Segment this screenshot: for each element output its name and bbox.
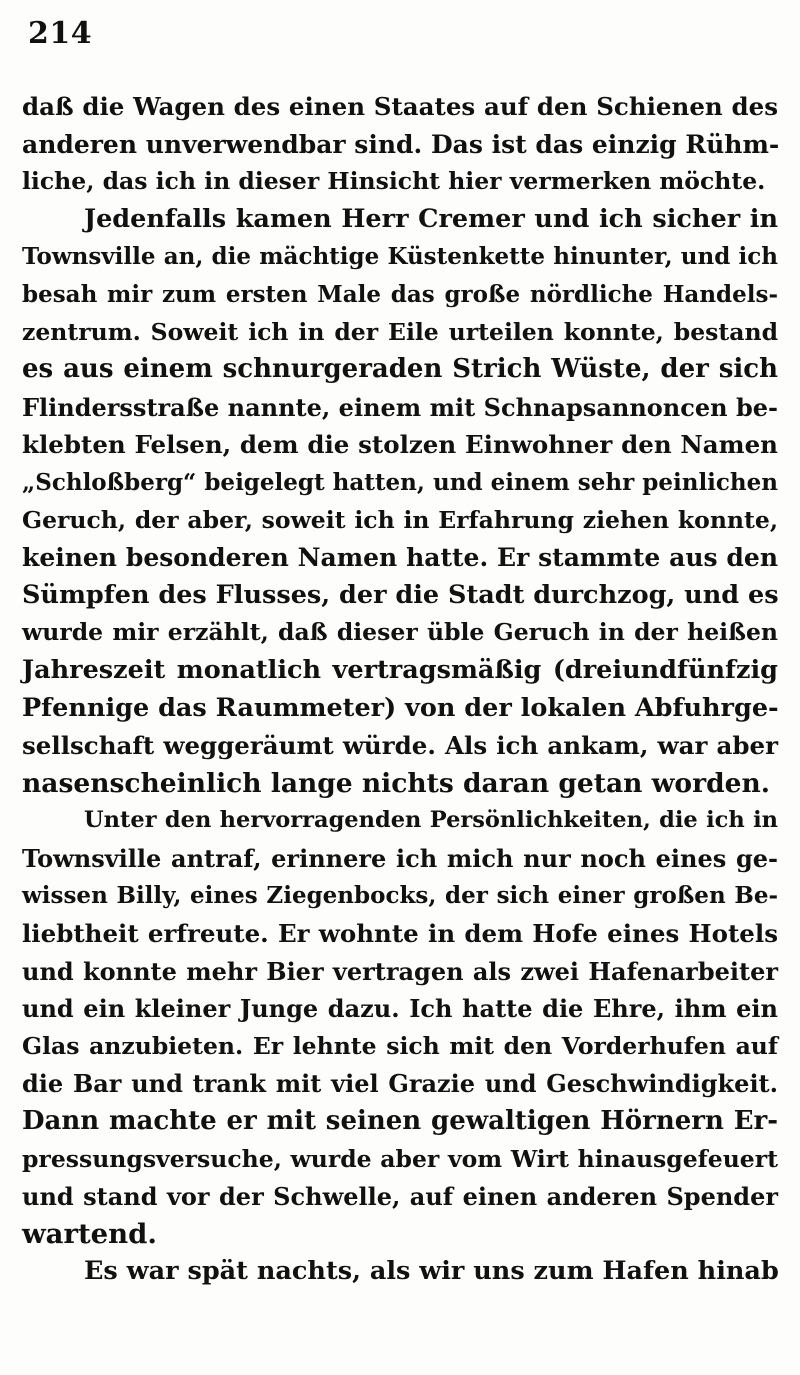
text-line: zentrum. Soweit ich in der Eile urteilen konnte, bestand	[22, 317, 778, 346]
body-text	[22, 88, 778, 1291]
text-line: liebtheit erfreute. Er wohnte in dem Hofe eines Hotels	[22, 919, 778, 949]
text-line: Sümpfen des Flusses, der die Stadt durchzog, und es	[22, 579, 779, 610]
text-line: Flindersstraße nannte, einem mit Schnapsannoncen be-	[22, 392, 778, 422]
text-line: liche, das ich in dieser Hinsicht hier vermerken möchte.	[22, 167, 766, 196]
text-line: und stand vor der Schwelle, auf einen anderen Spender	[22, 1182, 778, 1212]
text-line: keinen besonderen Namen hatte. Er stammte aus den	[22, 543, 778, 573]
text-line: Dann machte er mit seinen gewaltigen Hörnern Er-	[22, 1106, 778, 1137]
text-line: Jahreszeit monatlich vertragsmäßig (dreiundfünfzig	[22, 654, 778, 685]
text-line: daß die Wagen des einen Staates auf den Schienen des	[22, 92, 778, 121]
text-line: Jedenfalls kamen Herr Cremer und ich sicher in	[84, 203, 778, 234]
text-line: wissen Billy, eines Ziegenbocks, der sich einer großen Be-	[22, 882, 778, 910]
text-line: und ein kleiner Junge dazu. Ich hatte die Ehre, ihm ein	[22, 994, 778, 1024]
text-line: sellschaft weggeräumt würde. Als ich ankam, war aber	[22, 731, 778, 761]
text-line: wurde mir erzählt, daß dieser üble Geruch in der heißen	[22, 618, 778, 647]
text-line: klebten Felsen, dem die stolzen Einwohner den Namen	[22, 430, 778, 460]
text-line: wartend.	[22, 1217, 157, 1250]
text-line: Es war spät nachts, als wir uns zum Hafen hinab	[84, 1256, 779, 1287]
text-line: anderen unverwendbar sind. Das ist das einzig Rühm-	[22, 129, 780, 159]
text-line: Glas anzubieten. Er lehnte sich mit den Vorderhufen auf	[22, 1031, 778, 1060]
text-line: Townsville antraf, erinnere ich mich nur noch eines ge-	[22, 843, 778, 873]
text-line: es aus einem schnurgeraden Strich Wüste, der sich	[22, 354, 778, 385]
text-line: Pfennige das Raummeter) von der lokalen Abfuhrge-	[22, 692, 779, 723]
text-line: pressungsversuche, wurde aber vom Wirt hinausgefeuert	[22, 1144, 778, 1173]
page-number: 214	[28, 16, 93, 51]
text-line: Unter den hervorragenden Persönlichkeiten, die ich in	[84, 807, 778, 834]
text-line: und konnte mehr Bier vertragen als zwei Hafenarbeiter	[22, 956, 778, 986]
text-line: nasenscheinlich lange nichts daran getan worden.	[22, 767, 770, 799]
text-line: Townsville an, die mächtige Küstenkette hinunter, und ich	[22, 243, 778, 271]
text-line: besah mir zum ersten Male das große nördliche Handels-	[22, 280, 778, 308]
text-line: „Schloßberg“ beigelegt hatten, und einem sehr peinlichen	[22, 468, 778, 496]
text-line: Geruch, der aber, soweit ich in Erfahrung ziehen konnte,	[22, 505, 778, 534]
text-line: die Bar und trank mit viel Grazie und Geschwindigkeit.	[22, 1069, 778, 1099]
